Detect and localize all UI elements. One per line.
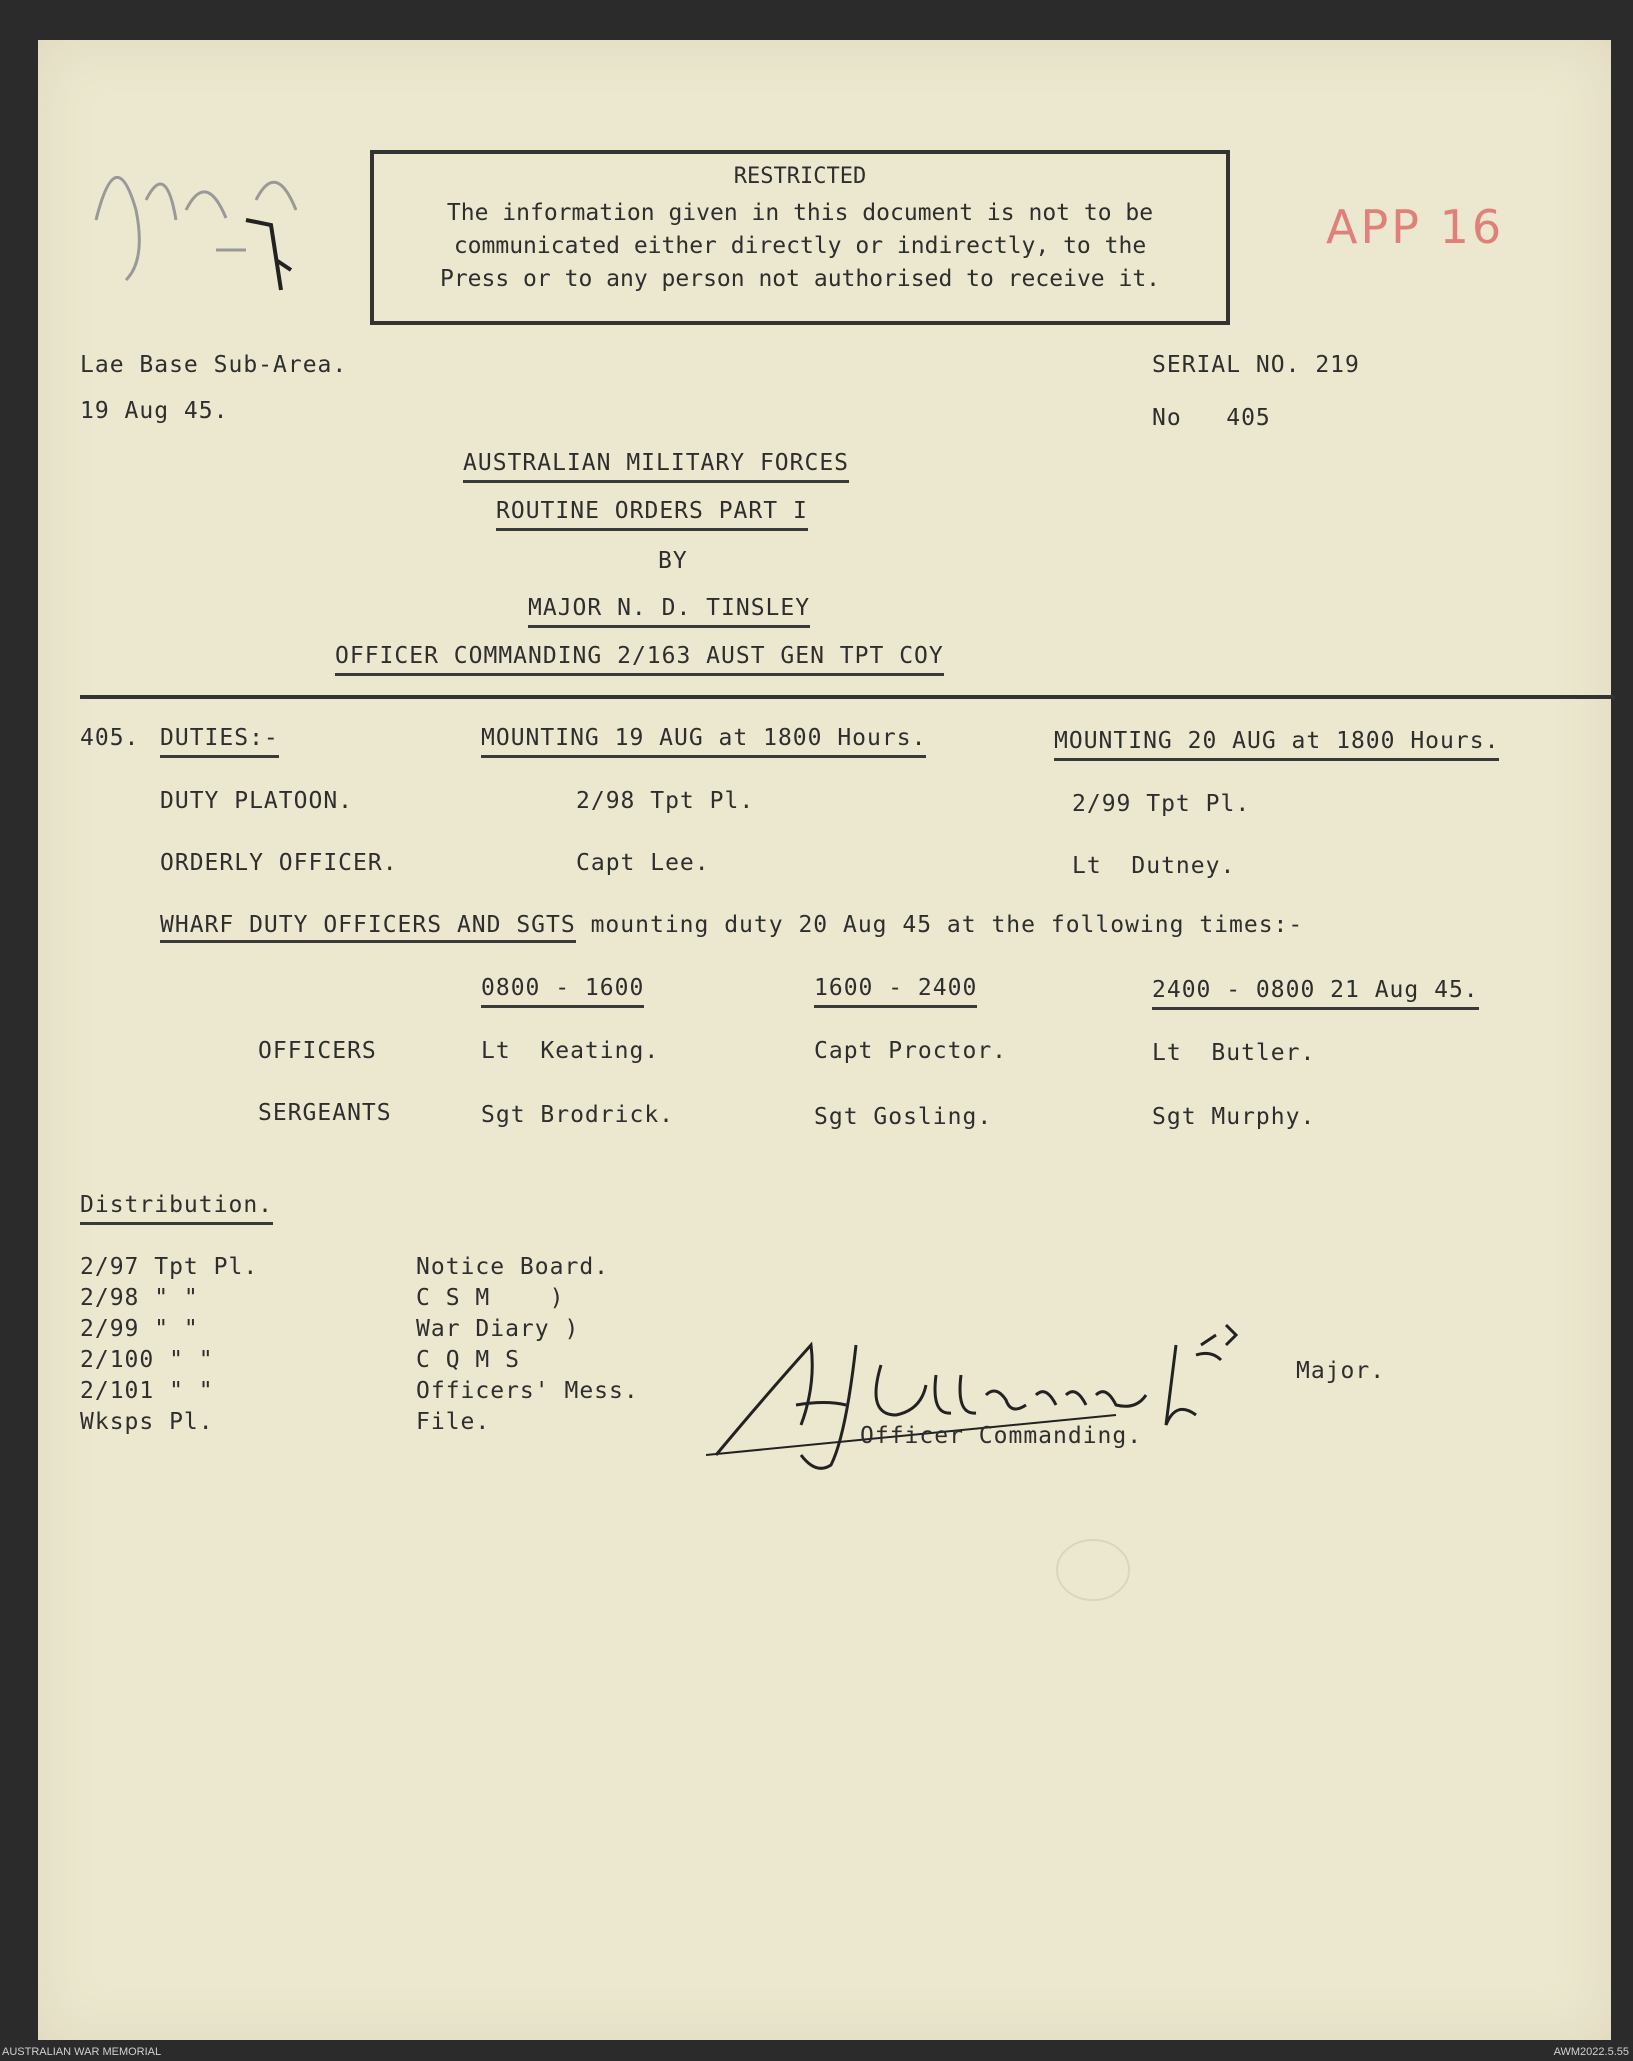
mounting-col-2: MOUNTING 20 AUG at 1800 Hours. <box>1054 728 1499 761</box>
title-line-5: OFFICER COMMANDING 2/163 AUST GEN TPT COY <box>335 643 944 676</box>
section-divider <box>80 695 1615 699</box>
restricted-heading: RESTRICTED <box>733 164 867 189</box>
duty-platoon-2: 2/99 Tpt Pl. <box>1072 791 1251 817</box>
handwritten-scribble <box>76 100 336 300</box>
distribution-item: 2/98 " " <box>80 1285 199 1311</box>
title-line-3: BY <box>658 548 688 574</box>
sergeants-label: SERGEANTS <box>258 1100 392 1126</box>
restricted-notice <box>370 150 1230 325</box>
title-line-4: MAJOR N. D. TINSLEY <box>528 595 810 628</box>
distribution-list-left <box>80 1252 258 1438</box>
officer-2: Capt Proctor. <box>814 1038 1008 1064</box>
distribution-item: Officers' Mess. <box>416 1378 639 1404</box>
document-page <box>38 40 1611 2040</box>
sergeant-3: Sgt Murphy. <box>1152 1104 1316 1130</box>
distribution-item: File. <box>416 1409 491 1435</box>
restricted-line-1: The information given in this document is not to be <box>446 200 1154 226</box>
distribution-item: C S M ) <box>416 1285 565 1311</box>
duties-number: 405. <box>80 725 140 751</box>
distribution-item: 2/97 Tpt Pl. <box>80 1254 259 1280</box>
wharf-duty-line <box>160 912 1303 940</box>
shift-time-1: 0800 - 1600 <box>481 975 644 1008</box>
duties-label: DUTIES:- <box>160 725 279 758</box>
duty-platoon-1: 2/98 Tpt Pl. <box>576 788 755 814</box>
officer-1: Lt Keating. <box>481 1038 660 1064</box>
sergeant-1: Sgt Brodrick. <box>481 1102 675 1128</box>
distribution-item: Notice Board. <box>416 1254 610 1280</box>
distribution-item: 2/99 " " <box>80 1316 199 1342</box>
order-number: No 405 <box>1152 405 1271 431</box>
distribution-item: War Diary ) <box>416 1316 580 1342</box>
title-line-2: ROUTINE ORDERS PART I <box>496 498 808 531</box>
signatory-title: Officer Commanding. <box>860 1423 1143 1449</box>
date: 19 Aug 45. <box>80 398 229 424</box>
distribution-heading: Distribution. <box>80 1192 273 1225</box>
shift-time-3: 2400 - 0800 21 Aug 45. <box>1152 977 1479 1010</box>
title-line-1: AUSTRALIAN MILITARY FORCES <box>463 450 849 483</box>
orderly-officer-label: ORDERLY OFFICER. <box>160 850 398 876</box>
location: Lae Base Sub-Area. <box>80 352 348 378</box>
distribution-list-right <box>416 1252 639 1438</box>
distribution-item: 2/101 " " <box>80 1378 214 1404</box>
shift-time-2: 1600 - 2400 <box>814 975 977 1008</box>
footer-left: AUSTRALIAN WAR MEMORIAL <box>2 2046 162 2058</box>
orderly-officer-1: Capt Lee. <box>576 850 710 876</box>
duty-platoon-label: DUTY PLATOON. <box>160 788 354 814</box>
distribution-item: C Q M S <box>416 1347 520 1373</box>
orderly-officer-2: Lt Dutney. <box>1072 853 1236 879</box>
footer-right: AWM2022.5.55 <box>1553 2046 1629 2058</box>
signatory-rank: Major. <box>1296 1358 1386 1384</box>
sergeant-2: Sgt Gosling. <box>814 1104 993 1130</box>
serial-number: SERIAL NO. 219 <box>1152 352 1360 378</box>
distribution-item: 2/100 " " <box>80 1347 214 1373</box>
paper-smudge <box>1048 1530 1138 1610</box>
officers-label: OFFICERS <box>258 1038 377 1064</box>
appendix-note: APP 16 <box>1326 200 1505 254</box>
restricted-line-2: communicated either directly or indirectly, to the <box>453 233 1147 259</box>
mounting-col-1: MOUNTING 19 AUG at 1800 Hours. <box>481 725 926 758</box>
officer-3: Lt Butler. <box>1152 1040 1316 1066</box>
wharf-duty-label: WHARF DUTY OFFICERS AND SGTS <box>160 912 576 943</box>
restricted-line-3: Press or to any person not authorised to receive it. <box>439 266 1161 292</box>
wharf-duty-text: mounting duty 20 Aug 45 at the following times:- <box>575 912 1304 938</box>
distribution-item: Wksps Pl. <box>80 1409 214 1435</box>
